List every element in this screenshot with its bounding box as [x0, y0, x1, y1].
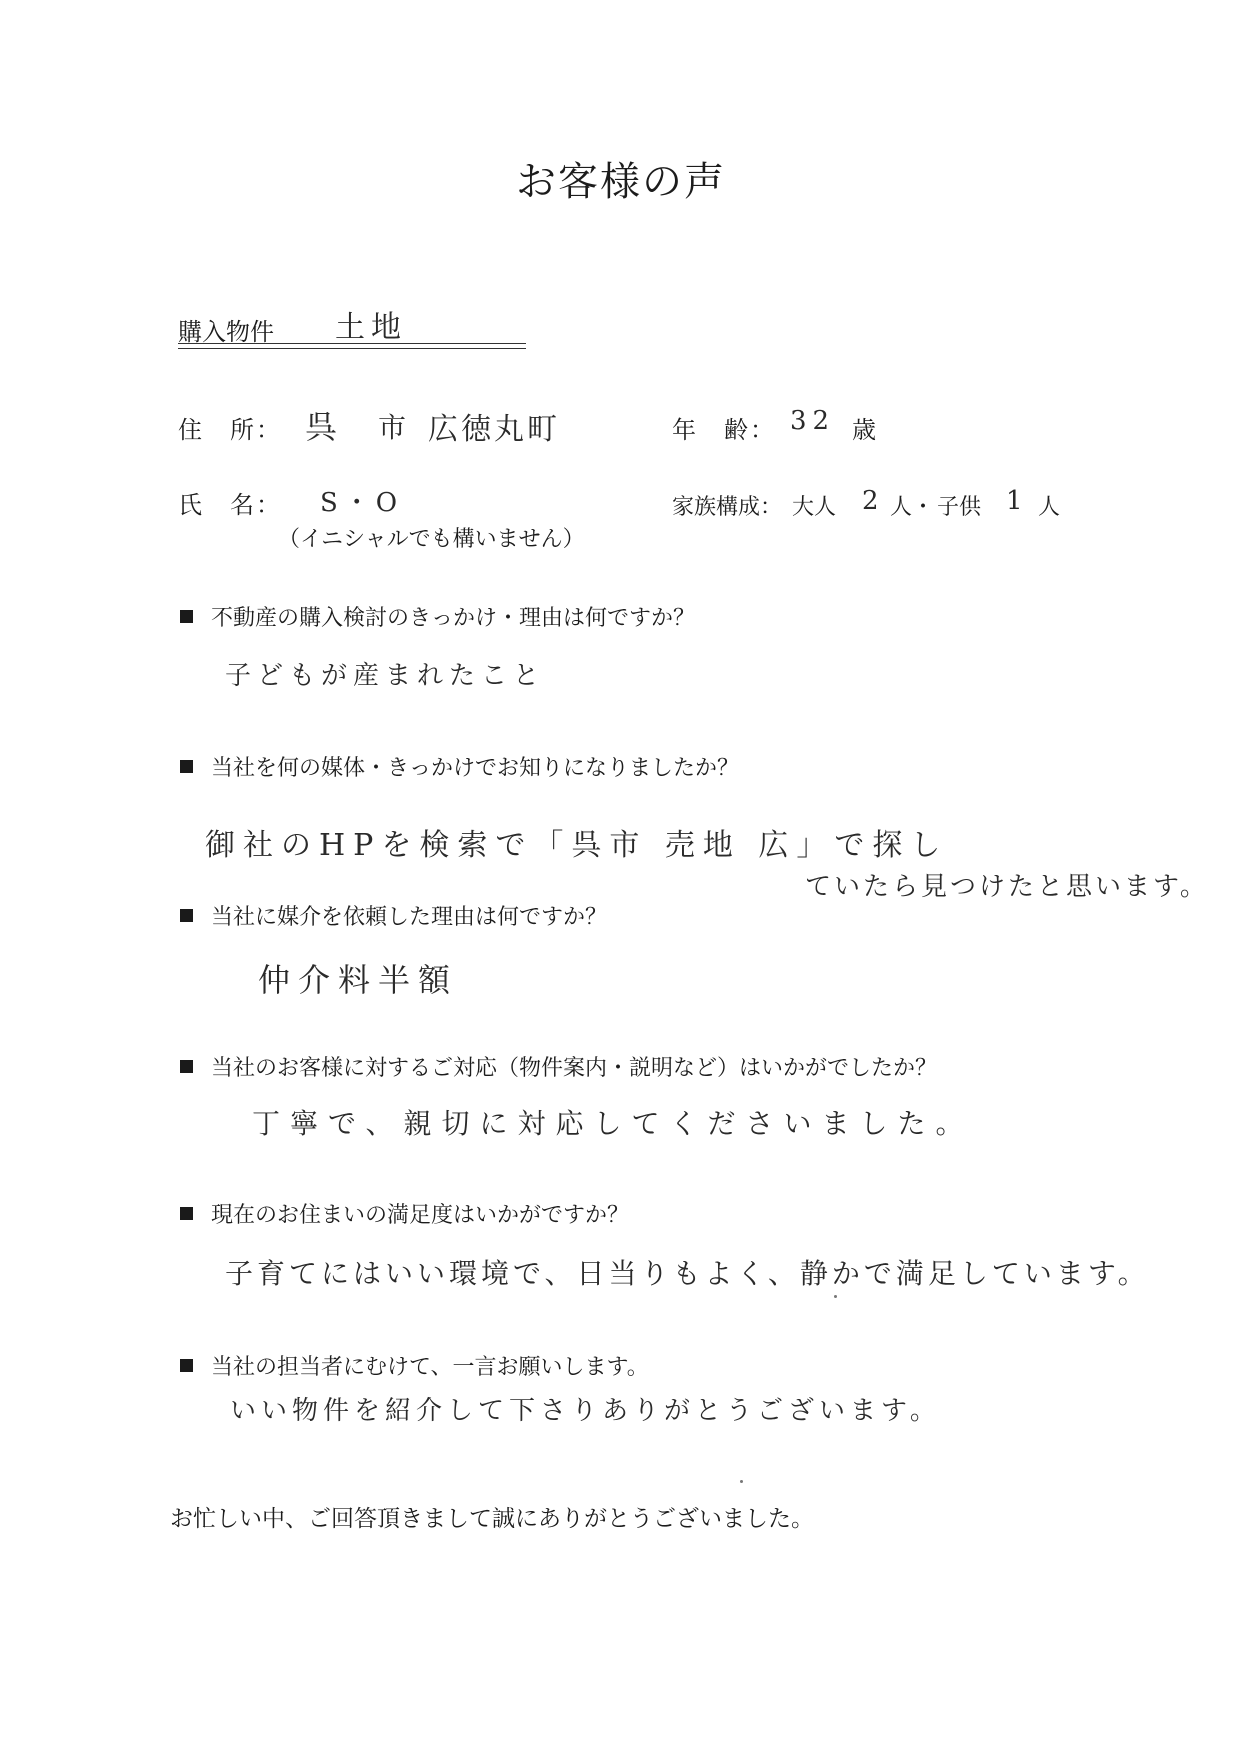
answer-2-line-1: 御社のHPを検索で「呉市 売地 広」で探し	[205, 828, 949, 863]
question-1	[180, 601, 695, 632]
square-bullet-icon	[180, 610, 193, 623]
question-text: 当社のお客様に対するご対応（物件案内・説明など）はいかがでしたか？	[211, 1056, 938, 1081]
question-5	[180, 1198, 629, 1229]
family-child-label: 子供	[937, 495, 982, 520]
answer-5: 子育てにはいい環境で、日当りもよく、静かで満足しています。	[225, 1257, 1150, 1290]
age-suffix: 歳	[852, 416, 876, 444]
answer-1: 子どもが産まれたこと	[225, 661, 546, 691]
question-6	[180, 1350, 649, 1381]
question-text: 当社の担当者にむけて、一言お願いします。	[211, 1355, 649, 1380]
purchase-label: 購入物件	[178, 318, 274, 346]
square-bullet-icon	[180, 1060, 193, 1073]
square-bullet-icon	[180, 1359, 193, 1372]
scan-speck	[834, 1295, 837, 1298]
family-child-unit: 人	[1038, 495, 1061, 520]
address-city: 呉	[305, 408, 344, 446]
address-label: 住 所：	[178, 416, 282, 444]
answer-3: 仲介料半額	[258, 961, 459, 999]
page-title: お客様の声	[516, 159, 726, 205]
name-label: 氏 名：	[178, 491, 282, 519]
question-text: 現在のお住まいの満足度はいかがですか？	[211, 1203, 630, 1228]
purchase-underline	[178, 343, 526, 344]
square-bullet-icon	[180, 909, 193, 922]
family-adult-label: 大人	[792, 495, 837, 520]
name-note: （イニシャルでも構いません）	[278, 527, 585, 552]
closing-message: お忙しい中、ご回答頂きまして誠にありがとうございました。	[170, 1506, 814, 1532]
family-adult-count: 2	[862, 486, 885, 516]
square-bullet-icon	[180, 760, 193, 773]
answer-4: 丁寧で、親切に対応してくださいました。	[252, 1107, 974, 1140]
question-2	[180, 751, 739, 782]
age-label: 年 齢：	[672, 416, 776, 444]
family-child-count: 1	[1006, 486, 1029, 516]
purchase-value: 土地	[335, 310, 407, 345]
question-text: 不動産の購入検討のきっかけ・理由は何ですか？	[211, 606, 696, 631]
question-text: 当社を何の媒体・きっかけでお知りになりましたか？	[211, 756, 740, 781]
family-label: 家族構成：	[672, 495, 783, 520]
square-bullet-icon	[180, 1207, 193, 1220]
age-value: 32	[790, 406, 836, 436]
family-adult-unit: 人・	[890, 495, 935, 520]
question-4	[180, 1051, 937, 1082]
purchase-underline-2	[178, 348, 526, 349]
address-city-suffix: 市	[378, 411, 413, 444]
answer-6: いい物件を紹介して下さりありがとうございます。	[230, 1396, 941, 1426]
answer-2-line-2: ていたら見つけたと思います。	[805, 872, 1209, 902]
address-town: 広徳丸町	[428, 412, 560, 447]
name-value: S・O	[320, 488, 404, 518]
question-3	[180, 900, 607, 931]
question-text: 当社に媒介を依頼した理由は何ですか？	[211, 905, 608, 930]
scan-speck	[740, 1480, 743, 1483]
